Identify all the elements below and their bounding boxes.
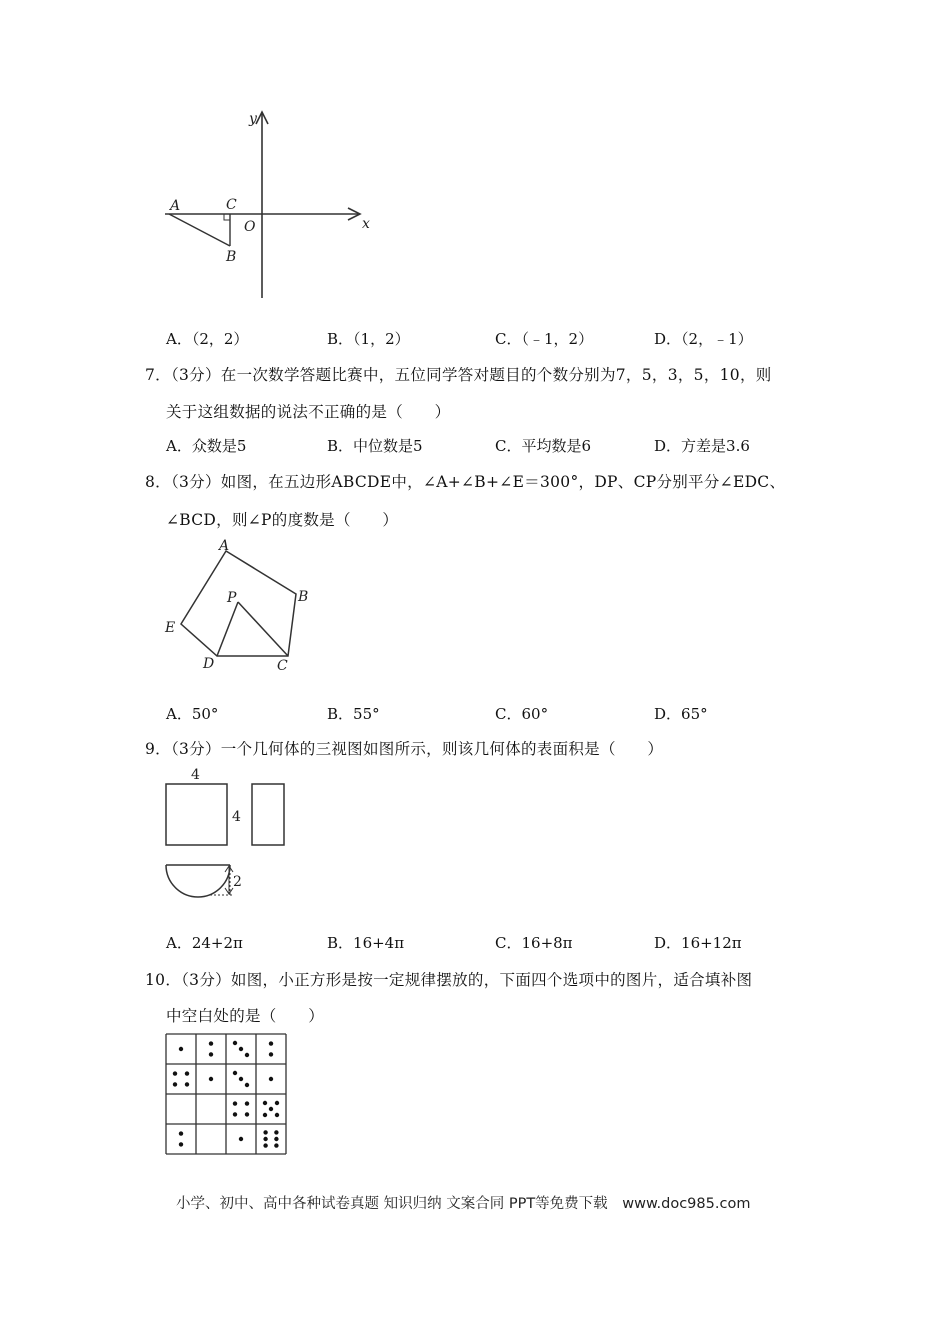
grid-dot bbox=[233, 1112, 237, 1116]
q7-option-a: A．众数是5 bbox=[166, 437, 247, 455]
grid-dot bbox=[185, 1071, 189, 1075]
grid-dot bbox=[269, 1041, 273, 1045]
q8-option-d: D．65° bbox=[654, 705, 708, 723]
grid-dot bbox=[173, 1071, 177, 1075]
q6-option-a: A．（2，2） bbox=[166, 330, 249, 348]
grid-dot bbox=[245, 1112, 249, 1116]
grid-dot bbox=[275, 1113, 279, 1117]
grid-dot bbox=[179, 1142, 183, 1146]
grid-dot bbox=[269, 1077, 273, 1081]
q10-text-line1: 10．（3分）如图，小正方形是按一定规律摆放的，下面四个选项中的图片，适合填补图 bbox=[145, 971, 753, 989]
grid-dot bbox=[245, 1053, 249, 1057]
grid-dot bbox=[209, 1052, 213, 1056]
grid-dot bbox=[209, 1041, 213, 1045]
q6-coordinate-figure bbox=[155, 108, 375, 308]
q9-option-a: A．24+2π bbox=[166, 934, 243, 952]
grid-dot bbox=[263, 1113, 267, 1117]
q6-option-c: C．（﹣1，2） bbox=[495, 330, 594, 348]
grid-dot bbox=[269, 1052, 273, 1056]
grid-dot bbox=[274, 1137, 278, 1141]
q7-option-d: D．方差是3.6 bbox=[654, 437, 750, 455]
footer-url[interactable]: www.doc985.com bbox=[622, 1196, 751, 1212]
q8-label-c: C bbox=[277, 658, 288, 674]
grid-dot bbox=[274, 1143, 278, 1147]
q8-option-c: C．60° bbox=[495, 705, 549, 723]
grid-dot bbox=[263, 1137, 267, 1141]
q8-label-b: B bbox=[298, 589, 309, 605]
footer-text: 小学、初中、高中各种试卷真题 知识归纳 文案合同 PPT等免费下载 bbox=[176, 1196, 608, 1212]
q9-option-d: D．16+12π bbox=[654, 934, 742, 952]
q8-label-d: D bbox=[203, 656, 215, 672]
grid-dot bbox=[245, 1083, 249, 1087]
grid-dot bbox=[269, 1107, 273, 1111]
q6-option-d: D．（2，﹣1） bbox=[654, 330, 753, 348]
q6-label-a: A bbox=[170, 198, 181, 214]
grid-dot bbox=[179, 1131, 183, 1135]
q9-label-height: 2 bbox=[233, 874, 242, 890]
grid-dot bbox=[233, 1071, 237, 1075]
q6-label-y: y bbox=[249, 111, 257, 127]
q6-label-x: x bbox=[362, 216, 370, 232]
grid-dot bbox=[274, 1130, 278, 1134]
q10-grid-lines bbox=[166, 1034, 286, 1154]
grid-dot bbox=[275, 1101, 279, 1105]
grid-dot bbox=[173, 1082, 177, 1086]
q6-label-c: C bbox=[226, 197, 237, 213]
grid-dot bbox=[239, 1077, 243, 1081]
q8-text-line1: 8．（3分）如图，在五边形ABCDE中，∠A+∠B+∠E＝300°，DP、CP分别平分∠EDC、 bbox=[145, 473, 786, 491]
q9-option-b: B．16+4π bbox=[327, 934, 405, 952]
q9-text-line1: 9．（3分）一个几何体的三视图如图所示，则该几何体的表面积是（ ） bbox=[145, 740, 664, 758]
grid-dot bbox=[263, 1130, 267, 1134]
grid-dot bbox=[209, 1077, 213, 1081]
grid-dot bbox=[263, 1143, 267, 1147]
q6-option-b: B．（1，2） bbox=[327, 330, 410, 348]
q8-label-e: E bbox=[165, 620, 176, 636]
q6-label-b: B bbox=[226, 249, 237, 265]
q9-label-side: 4 bbox=[232, 809, 241, 825]
grid-dot bbox=[245, 1101, 249, 1105]
q9-label-top: 4 bbox=[191, 767, 200, 783]
q8-label-a: A bbox=[219, 538, 230, 554]
grid-dot bbox=[233, 1041, 237, 1045]
q9-option-c: C．16+8π bbox=[495, 934, 573, 952]
grid-dot bbox=[233, 1101, 237, 1105]
q10-dot-grid-figure bbox=[165, 1033, 287, 1155]
grid-dot bbox=[263, 1101, 267, 1105]
q7-option-b: B．中位数是5 bbox=[327, 437, 423, 455]
q8-label-p: P bbox=[227, 590, 237, 606]
q8-pentagon-figure bbox=[160, 535, 320, 675]
q7-text-line2: 关于这组数据的说法不正确的是（ ） bbox=[166, 403, 451, 421]
q6-label-o: O bbox=[244, 219, 256, 235]
grid-dot bbox=[239, 1047, 243, 1051]
q9-three-view-figure bbox=[160, 762, 300, 902]
grid-dot bbox=[239, 1137, 243, 1141]
grid-dot bbox=[179, 1047, 183, 1051]
q8-text-line2: ∠BCD，则∠P的度数是（ ） bbox=[166, 511, 399, 529]
q7-option-c: C．平均数是6 bbox=[495, 437, 592, 455]
q10-text-line2: 中空白处的是（ ） bbox=[166, 1007, 325, 1025]
q7-text-line1: 7．（3分）在一次数学答题比赛中，五位同学答对题目的个数分别为7，5，3，5，10，则 bbox=[145, 366, 772, 384]
q8-option-b: B．55° bbox=[327, 705, 380, 723]
q8-option-a: A．50° bbox=[166, 705, 219, 723]
page-footer bbox=[176, 1192, 750, 1213]
grid-dot bbox=[185, 1082, 189, 1086]
